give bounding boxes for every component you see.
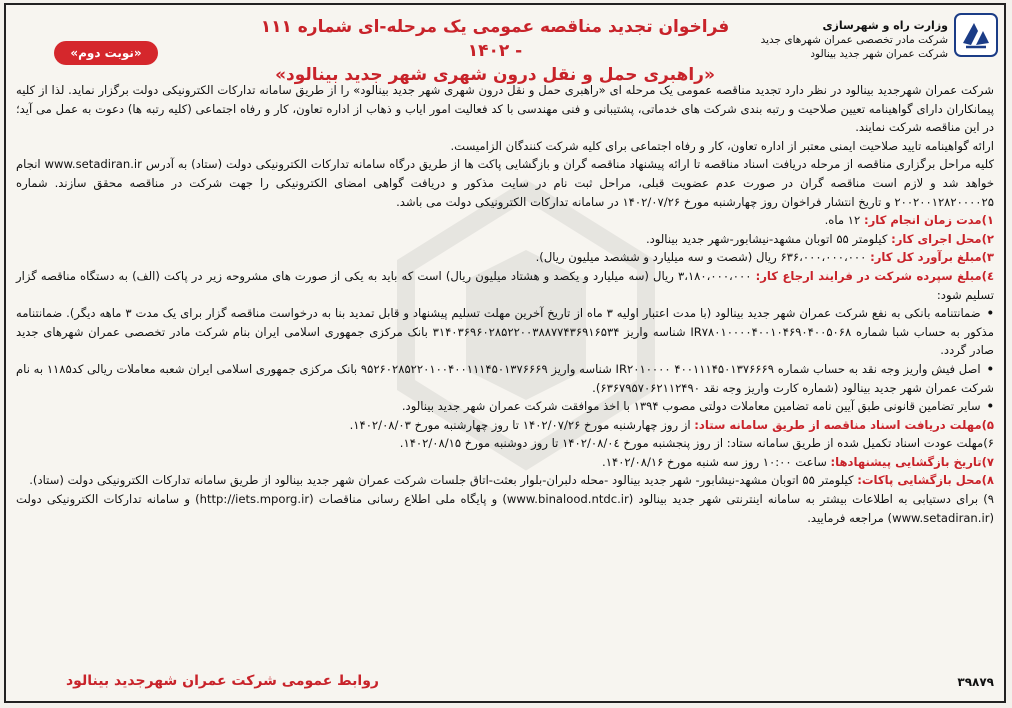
notice-title — [256, 15, 734, 87]
deposit-option-bank-guarantee: • ضمانتنامه بانکی به نفع شرکت عمران شهر جدید بینالود (با مدت اعتبار اولیه ۳ ماه از تاریخ آخرین مهلت تسلیم پیشنهاد و قابل تمدید بنا به درخواست مناقصه گزار برای یک مدت ۳ ماهه دیگر). ضمانتنامه مذکور به حساب شبا شماره IR۷۸۰۱۰۰۰۰۴۰۰۱۰۴۶۹۰۴۰۰۵۰۶۸ شناسه واریز ۳۱۴۰۳۶۹۶۰۲۸۵۲۲۰۰۳۸۸۷۷۴۳۶۹۱۶۵۳۴ بانک مرکزی جمهوری اسلامی ایران بنام شرکت مادر تخصصی عمران شهرهای جدید صادر گردد. — [16, 304, 994, 360]
notice-footer — [16, 673, 994, 695]
item-estimate-text: ۶۳۶،۰۰۰،۰۰۰،۰۰۰ ریال (شصت و سه میلیارد و ششصد میلیون ریال). — [535, 250, 867, 265]
item-opening-date-text: ساعت ۱۰:۰۰ روز سه شنبه مورخ ۱۴۰۲/۰۸/۱۶. — [602, 454, 827, 469]
item-document-deadline — [16, 416, 994, 435]
item-document-deadline-text: از روز چهارشنبه مورخ ۱۴۰۲/۰۷/۲۶ تا روز چهارشنبه مورخ ۱۴۰۲/۰۸/۰۳. — [349, 417, 691, 432]
item-return-deadline: ۶)مهلت عودت اسناد تکمیل شده از طریق سامانه ستاد: از روز پنجشنبه مورخ ۱۴۰۲/۰۸/۰٤ تا روز دوشنبه مورخ ۱۴۰۲/۰۸/۱۵. — [399, 436, 994, 451]
ministry-logo-icon — [954, 13, 998, 57]
item-more-info: ۹) برای دستیابی به اطلاعات بیشتر به سامانه اینترنتی شهر جدید بینالود (www.binalood.ntdc.ir) و پایگاه ملی اطلاع رسانی مناقصات (http://iets.mporg.ir) و سامانه تدارکات الکترونیکی دولت (www.setadiran.ir) مراجعه فرمایید. — [16, 492, 994, 525]
procedure-paragraph: کلیه مراحل برگزاری مناقصه از مرحله دریافت اسناد مناقصه تا ارائه پیشنهاد مناقصه گران و بازگشایی پاکت ها از طریق درگاه سامانه تدارکات الکترونیکی دولت (ستاد) به آدرس www.setadiran.ir انجام خواهد شد و لازم است مناقصه گران در صورت عدم عضویت قبلی، مراحل ثبت نام در سایت مذکور و دریافت گواهی امضای الکترونیکی را جهت شرکت در مناقصه محقق سازند. شماره ۲۰۰۲۰۰۱۲۸۲۰۰۰۰۲۵ و تاریخ انتشار فراخوان روز چهارشنبه مورخ ۱۴۰۲/۰۷/۲۶ در سامانه تدارکات الکترونیکی دولت می باشد. — [16, 157, 994, 209]
item-location-label: ۲)محل اجرای کار: — [891, 231, 994, 246]
ministry-line-3: شرکت عمران شهر جدید بینالود — [810, 48, 948, 60]
ministry-block — [748, 19, 948, 61]
item-duration-text: ۱۲ ماه. — [824, 213, 861, 228]
item-deposit-text: ۳،۱۸۰،۰۰۰،۰۰۰ ریال (سه میلیارد و یکصد و هشتاد میلیون ریال) است که باید به یکی از صورت های مشروحه زیر در پاکت (الف) به دستگاه مناقصه گزار تسلیم شود: — [16, 268, 994, 302]
item-deposit-label: ٤)مبلغ سپرده شرکت در فرایند ارجاع کار: — [755, 268, 995, 283]
item-location — [16, 230, 994, 249]
item-duration — [16, 211, 994, 230]
deposit-option-other: • سایر تضامین قانونی طبق آیین نامه تضامین معاملات دولتی مصوب ۱۳۹۴ با اخذ موافقت شرکت عمران شهر جدید بینالود. — [16, 397, 994, 416]
intro-paragraph: شرکت عمران شهرجدید بینالود در نظر دارد تجدید مناقصه عمومی یک مرحله ای «راهبری حمل و نقل درون شهری شهر جدید بینالود» را از طریق سامانه تدارکات الکترونیکی دولت برگزار نماید. لذا از کلیه پیمانکاران دارای گواهینامه تعیین صلاحیت و رتبه بندی شرکت های خدماتی، پشتیبانی و فنی مهندسی با کد فعالیت امور ایاب و ذهاب از اداره تعاون، کار و رفاه اجتماعی (کلیه رتبه ها) دعوت به عمل می آید؛ در این مناقصه شرکت نمایند. — [16, 83, 994, 135]
item-estimate-label: ۳)مبلغ برآورد کل کار: — [870, 250, 994, 265]
tender-notice — [4, 3, 1006, 703]
notice-body — [16, 81, 994, 527]
notice-code: ۳۹۸۷۹ — [957, 675, 994, 689]
item-location-text: کیلومتر ۵۵ اتوبان مشهد-نیشابور-شهر جدید بینالود. — [645, 231, 888, 246]
item-opening-place-text: کیلومتر ۵۵ اتوبان مشهد-نیشابور- شهر جدید بینالود -محله دلبران-بلوار بعثت-اتاق جلسات شرکت عمران شهر جدید بینالود از طریق سامانه تدارکات الکترونیکی دولت (ستاد). — [29, 473, 854, 488]
ministry-line-2: شرکت مادر تخصصی عمران شهرهای جدید — [760, 34, 948, 46]
round-badge: «نوبت دوم» — [54, 41, 158, 65]
item-duration-label: ۱)مدت زمان انجام کار: — [863, 213, 994, 228]
safety-paragraph: ارائه گواهینامه تایید صلاحیت ایمنی معتبر از اداره تعاون، کار و رفاه اجتماعی برای کلیه شرکت کنندگان الزامیست. — [450, 138, 994, 153]
item-document-deadline-label: ۵)مهلت دریافت اسناد مناقصه از طریق سامانه ستاد: — [694, 417, 994, 432]
item-deposit — [16, 267, 994, 304]
title-line-1: فراخوان تجدید مناقصه عمومی یک مرحله-ای شماره ۱۱۱ - ۱۴۰۲ — [260, 17, 730, 61]
item-opening-place-label: ۸)محل بازگشایی پاکات: — [857, 473, 994, 488]
item-opening-date — [16, 453, 994, 472]
item-opening-date-label: ۷)تاریخ بازگشایی پیشنهادها: — [830, 454, 994, 469]
item-opening-place — [16, 471, 994, 490]
ministry-line-1: وزارت راه و شهرسازی — [822, 19, 948, 32]
deposit-option-cash-receipt: • اصل فیش واریز وجه نقد به حساب شماره ۴۰۰۱۱۱۴۵۰۱۳۷۶۶۶۹ IR۲۰۱۰۰۰۰ شناسه واریز ۹۵۲۶۰۲۸۵۲۲۰۱۰۰۴۰۰۱۱۱۴۵۰۱۳۷۶۶۶۹ بانک مرکزی جمهوری اسلامی ایران شعبه معاملات ریالی کد۱۱۸۵ به نام شرکت عمران شهر جدید بینالود (شماره کارت واریز وجه نقد ۶۳۶۷۹۵۷۰۶۲۱۱۲۴۹۰). — [16, 360, 994, 397]
title-line-2: «راهبری حمل و نقل درون شهری شهر جدید بینالود» — [275, 65, 715, 85]
public-relations-signature: روابط عمومی شرکت عمران شهرجدید بینالود — [66, 673, 379, 689]
item-estimate — [16, 248, 994, 267]
